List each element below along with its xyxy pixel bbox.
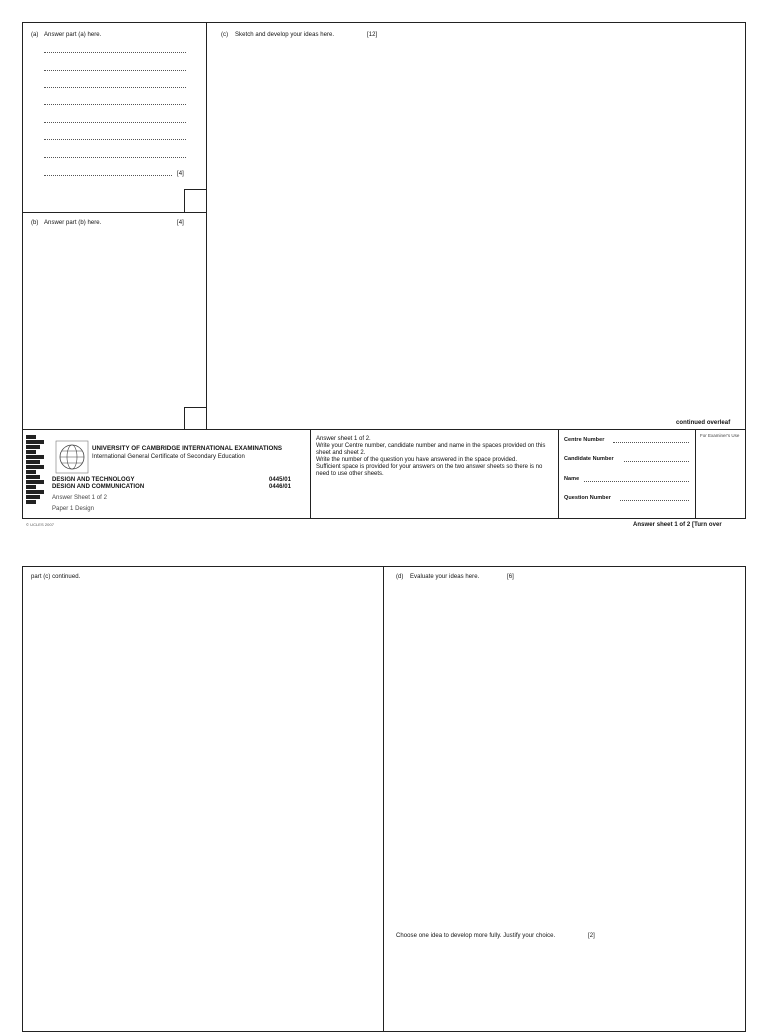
part-b-label: (b) <box>31 220 39 226</box>
candidate-number-field[interactable] <box>624 461 689 462</box>
divider-a-b <box>22 212 207 213</box>
globe-logo-icon <box>55 440 89 474</box>
part-d-label: (d) <box>396 574 404 580</box>
choose-answer-area[interactable] <box>385 944 743 1022</box>
candidate-number-label: Candidate Number <box>564 456 614 462</box>
part-c-sketch-area[interactable] <box>208 42 744 412</box>
part-a-prompt: Answer part (a) here. <box>44 32 102 38</box>
continued-overleaf: continued overleaf <box>676 420 731 426</box>
instructions: Answer sheet 1 of 2. Write your Centre number, candidate number and name in the spaces provided on this sheet and sheet 2. Write the number of the question you have answered in the space provided. Sufficient space is provided for your answers on the two answer sheets so there is no need to use other sheets. <box>316 436 546 477</box>
part-c-continued-area[interactable] <box>23 584 381 1022</box>
choose-prompt: Choose one idea to develop more fully. Justify your choice. <box>396 933 556 939</box>
answer-line-a6[interactable] <box>44 139 186 140</box>
paper-title: Paper 1 Design <box>52 506 95 512</box>
answer-line-a8[interactable] <box>44 175 172 176</box>
footer-divider-instructions <box>310 429 311 519</box>
divider-left-column <box>206 22 207 430</box>
footer-divider-details <box>558 429 559 519</box>
turn-over: Answer sheet 1 of 2 [Turn over <box>633 522 722 528</box>
subject-2: DESIGN AND COMMUNICATION <box>52 484 145 490</box>
name-label: Name <box>564 476 580 482</box>
igcse-title: International General Certificate of Secondary Education <box>92 454 245 460</box>
centre-number-label: Centre Number <box>564 437 605 443</box>
barcode <box>26 435 44 507</box>
answer-line-a1[interactable] <box>44 52 186 53</box>
part-d-answer-area[interactable] <box>385 584 743 924</box>
divider-sheet-2 <box>383 566 384 1032</box>
subject-1: DESIGN AND TECHNOLOGY <box>52 477 135 483</box>
part-b-prompt: Answer part (b) here. <box>44 220 102 226</box>
question-number-label: Question Number <box>564 495 611 501</box>
centre-number-field[interactable] <box>613 442 689 443</box>
syllabus-code-2: 0446/01 <box>269 484 292 490</box>
answer-line-a3[interactable] <box>44 87 186 88</box>
question-number-field[interactable] <box>620 500 689 501</box>
mark-box-a <box>184 189 207 213</box>
footer-divider <box>22 429 746 430</box>
part-c-continued: part (c) continued. <box>31 574 81 580</box>
part-c-marks: [12] <box>367 32 378 38</box>
part-c-prompt: Sketch and develop your ideas here. <box>235 32 335 38</box>
answer-line-a5[interactable] <box>44 122 186 123</box>
part-d-marks: [6] <box>507 574 514 580</box>
answer-line-a2[interactable] <box>44 70 186 71</box>
part-c-label: (c) <box>221 32 229 38</box>
copyright: © UCLES 2007 <box>26 522 55 527</box>
examiner-use-box <box>696 445 745 518</box>
examiner-use-label: For Examiner's Use <box>700 433 740 438</box>
part-b-answer-area[interactable] <box>23 228 183 428</box>
part-a-marks: [4] <box>177 171 184 177</box>
answer-line-a4[interactable] <box>44 104 186 105</box>
part-b-marks: [4] <box>177 220 184 226</box>
answer-sheet-number: Answer Sheet 1 of 2 <box>52 495 107 501</box>
answer-line-a7[interactable] <box>44 157 186 158</box>
part-a-label: (a) <box>31 32 39 38</box>
university-name: UNIVERSITY OF CAMBRIDGE INTERNATIONAL EXAMINATIONS <box>92 445 283 452</box>
mark-box-b <box>184 407 207 430</box>
name-field[interactable] <box>584 481 689 482</box>
part-d-prompt: Evaluate your ideas here. <box>410 574 480 580</box>
choose-marks: [2] <box>588 933 595 939</box>
syllabus-code-1: 0445/01 <box>269 477 292 483</box>
